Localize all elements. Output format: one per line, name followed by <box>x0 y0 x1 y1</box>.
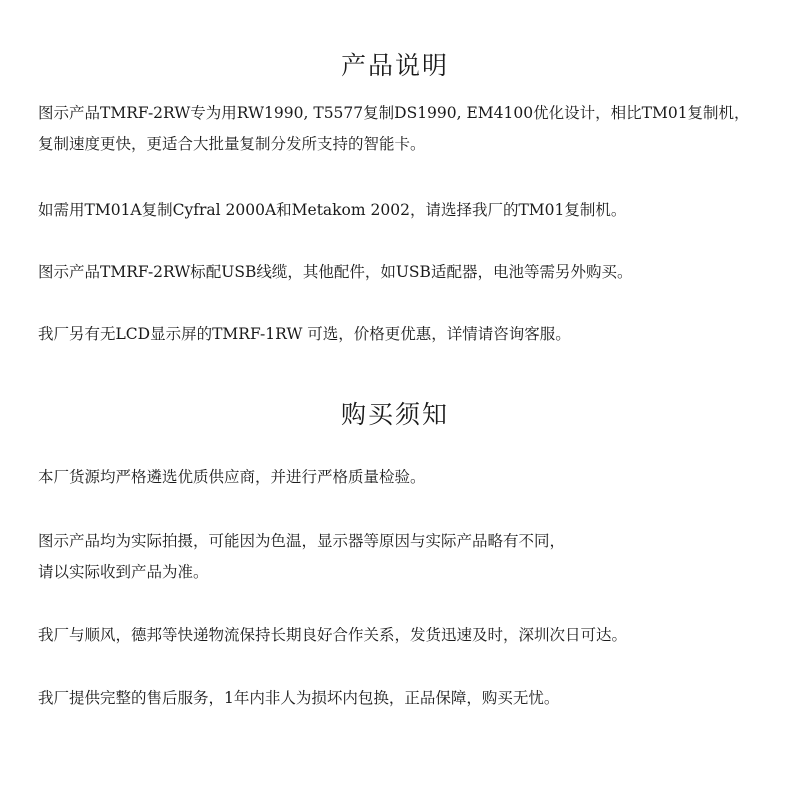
paragraph-line: 图示产品TMRF-2RW专为用RW1990, T5577复制DS1990, EM4100优化设计，相比TM01复制机， <box>38 104 750 122</box>
paragraph-line: 请以实际收到产品为准。 <box>38 563 209 581</box>
paragraph-photo-disclaimer <box>38 526 778 588</box>
paragraph-tm01-recommendation: 如需用TM01A复制Cyfral 2000A和Metakom 2002，请选择我厂的TM01复制机。 <box>38 201 627 219</box>
paragraph-alternative-model: 我厂另有无LCD显示屏的TMRF-1RW 可选，价格更优惠，详情请咨询客服。 <box>38 325 571 343</box>
paragraph-after-sales: 我厂提供完整的售后服务，1年内非人为损坏内包换，正品保障，购买无忧。 <box>38 689 560 707</box>
paragraph-line: 复制速度更快，更适合大批量复制分发所支持的智能卡。 <box>38 135 426 153</box>
paragraph-shipping: 我厂与顺风，德邦等快递物流保持长期良好合作关系，发货迅速及时，深圳次日可达。 <box>38 626 628 644</box>
paragraph-accessories: 图示产品TMRF-2RW标配USB线缆，其他配件，如USB适配器，电池等需另外购买。 <box>38 263 633 281</box>
paragraph-product-intro <box>38 98 778 160</box>
paragraph-quality: 本厂货源均严格遴选优质供应商，并进行严格质量检验。 <box>38 468 426 486</box>
section-title-purchase-notes: 购买须知 <box>340 400 449 429</box>
section-title-product-description: 产品说明 <box>340 51 449 80</box>
paragraph-line: 图示产品均为实际拍摄，可能因为色温，显示器等原因与实际产品略有不同， <box>38 532 566 550</box>
